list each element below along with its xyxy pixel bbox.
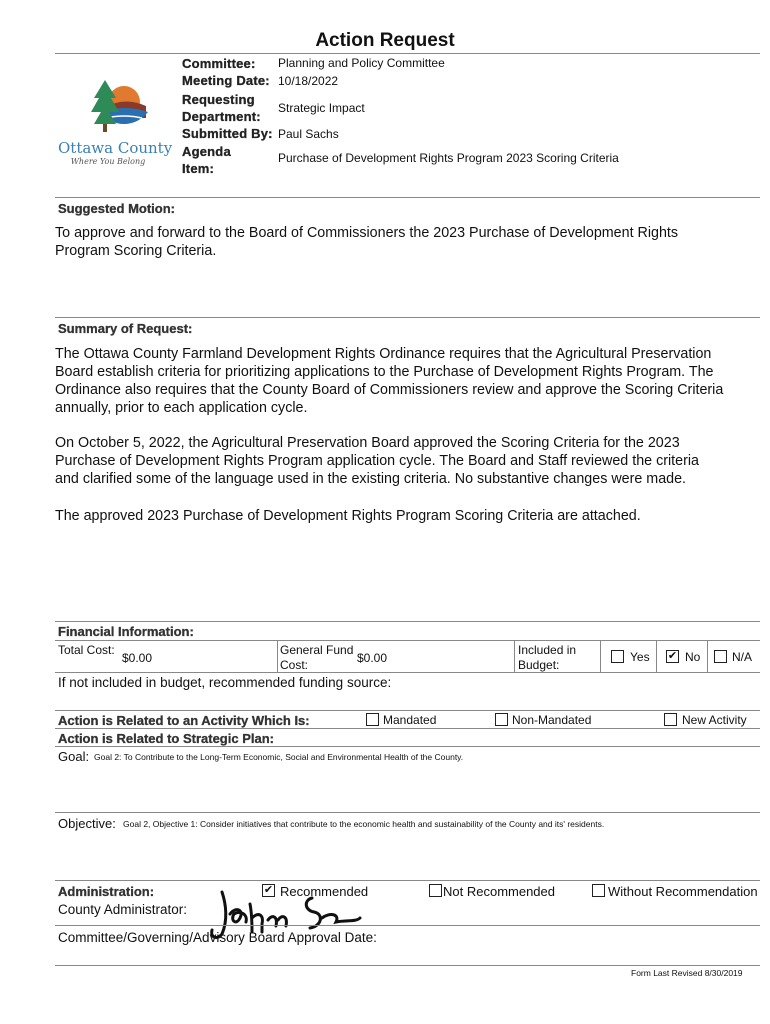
motion-divider xyxy=(55,317,760,318)
general-fund-value: $0.00 xyxy=(357,651,388,665)
summary-divider xyxy=(55,621,760,622)
header-divider xyxy=(55,197,760,198)
non-mandated-label: Non-Mandated xyxy=(512,713,592,727)
county-administrator-label: County Administrator: xyxy=(58,902,188,917)
summary-line: The Ottawa County Farmland Development Rights Ordinance requires that the Agricultural Preservation xyxy=(55,346,712,362)
county-logo xyxy=(58,78,173,168)
logo-tagline: Where You Belong xyxy=(70,157,146,166)
committee-value: Planning and Policy Committee xyxy=(278,56,445,70)
no-checkbox[interactable]: ✔ xyxy=(667,650,678,662)
without-recommendation-checkbox[interactable] xyxy=(592,884,605,897)
suggested-motion-text xyxy=(55,224,678,260)
funding-divider xyxy=(55,710,760,711)
new-activity-checkbox[interactable] xyxy=(664,713,677,726)
requesting-value: Strategic Impact xyxy=(278,101,365,115)
cell-divider xyxy=(707,640,708,672)
objective-value: Goal 2, Objective 1: Consider initiatives that contribute to the economic health and sustainability of the County and its' residents. xyxy=(123,819,605,829)
meeting-date-value: 10/18/2022 xyxy=(278,74,339,88)
non-mandated-checkbox[interactable] xyxy=(495,713,508,726)
page-title: Action Request xyxy=(315,30,455,51)
na-label: N/A xyxy=(732,650,753,664)
form-revised-footer: Form Last Revised 8/30/2019 xyxy=(631,968,743,978)
approval-date-label: Committee/Governing/Advisory Board Approval Date: xyxy=(58,930,377,945)
strategic-plan-label: Action is Related to Strategic Plan: xyxy=(58,731,274,746)
motion-line: Program Scoring Criteria. xyxy=(55,243,217,259)
agenda-value: Purchase of Development Rights Program 2023 Scoring Criteria xyxy=(278,151,619,165)
agenda-label-line2: Item: xyxy=(182,161,215,176)
activity-label: Action is Related to an Activity Which Is: xyxy=(58,713,310,728)
financial-row-divider xyxy=(55,672,760,673)
logo-emblem-icon xyxy=(58,78,170,140)
summary-paragraph-3: The approved 2023 Purchase of Development Rights Program Scoring Criteria are attached. xyxy=(55,508,641,524)
cell-divider xyxy=(656,640,657,672)
included-budget-label-line2: Budget: xyxy=(518,658,560,672)
recommended-checkbox[interactable]: ✔ xyxy=(263,884,274,896)
summary-line: Ordinance also requires that the County Board of Commissioners review and approve the Scoring Criteria xyxy=(55,382,724,398)
na-checkbox[interactable] xyxy=(714,650,727,663)
goal-value: Goal 2: To Contribute to the Long-Term Economic, Social and Environmental Health of the County. xyxy=(94,752,464,762)
goal-divider xyxy=(55,812,760,813)
new-activity-label: New Activity xyxy=(682,713,747,727)
total-cost-label: Total Cost: xyxy=(58,643,115,657)
cell-divider xyxy=(514,640,515,672)
summary-line: Board establish criteria for prioritizing applications to the Purchase of Development Rights Program. The xyxy=(55,364,714,380)
general-fund-label-line2: Cost: xyxy=(280,658,309,672)
submitted-by-value: Paul Sachs xyxy=(278,127,339,141)
agenda-label-line1: Agenda xyxy=(182,144,231,159)
requesting-label-line2: Department: xyxy=(182,109,261,124)
meeting-date-label: Meeting Date: xyxy=(182,73,270,88)
general-fund-label-line1: General Fund xyxy=(280,643,354,657)
strategic-divider xyxy=(55,746,760,747)
activity-divider xyxy=(55,728,760,729)
summary-line: annually, prior to each application cycle. xyxy=(55,400,308,416)
not-recommended-label: Not Recommended xyxy=(443,884,555,899)
suggested-motion-label: Suggested Motion: xyxy=(58,201,175,216)
approval-divider xyxy=(55,965,760,966)
administration-label: Administration: xyxy=(58,884,155,899)
cell-divider xyxy=(600,640,601,672)
summary-paragraph-1 xyxy=(55,345,765,417)
included-budget-label-line1: Included in xyxy=(518,643,577,657)
no-label: No xyxy=(685,650,701,664)
mandated-checkbox[interactable] xyxy=(366,713,379,726)
mandated-label: Mandated xyxy=(383,713,437,727)
total-cost-value: $0.00 xyxy=(122,651,153,665)
funding-source-label: If not included in budget, recommended funding source: xyxy=(58,675,392,690)
without-recommendation-label: Without Recommendation xyxy=(608,884,758,899)
requesting-label-line1: Requesting xyxy=(182,92,255,107)
motion-line: To approve and forward to the Board of Commissioners the 2023 Purchase of Development Rights xyxy=(55,225,679,241)
administrator-signature-line xyxy=(55,925,760,926)
objective-divider xyxy=(55,880,760,881)
summary-line: and clarified some of the language used in the existing criteria. No substantive changes were made. xyxy=(55,471,687,487)
title-divider xyxy=(55,53,760,54)
cell-divider xyxy=(277,640,278,672)
yes-label: Yes xyxy=(630,650,650,664)
summary-label: Summary of Request: xyxy=(58,321,193,336)
not-recommended-checkbox[interactable] xyxy=(429,884,442,897)
logo-wordmark: Ottawa County xyxy=(58,139,173,157)
committee-label: Committee: xyxy=(182,56,256,71)
submitted-by-label: Submitted By: xyxy=(182,126,273,141)
recommended-label: Recommended xyxy=(280,884,369,899)
summary-line: Purchase of Development Rights Program application cycle. The Board and Staff reviewed the criteria xyxy=(55,453,699,469)
financial-divider xyxy=(55,640,760,641)
summary-line: On October 5, 2022, the Agricultural Preservation Board approved the Scoring Criteria for the 2023 xyxy=(55,435,680,451)
goal-label: Goal: xyxy=(58,749,90,764)
financial-info-label: Financial Information: xyxy=(58,624,194,639)
summary-paragraph-2 xyxy=(55,434,765,488)
objective-label: Objective: xyxy=(58,816,116,831)
yes-checkbox[interactable] xyxy=(611,650,624,663)
